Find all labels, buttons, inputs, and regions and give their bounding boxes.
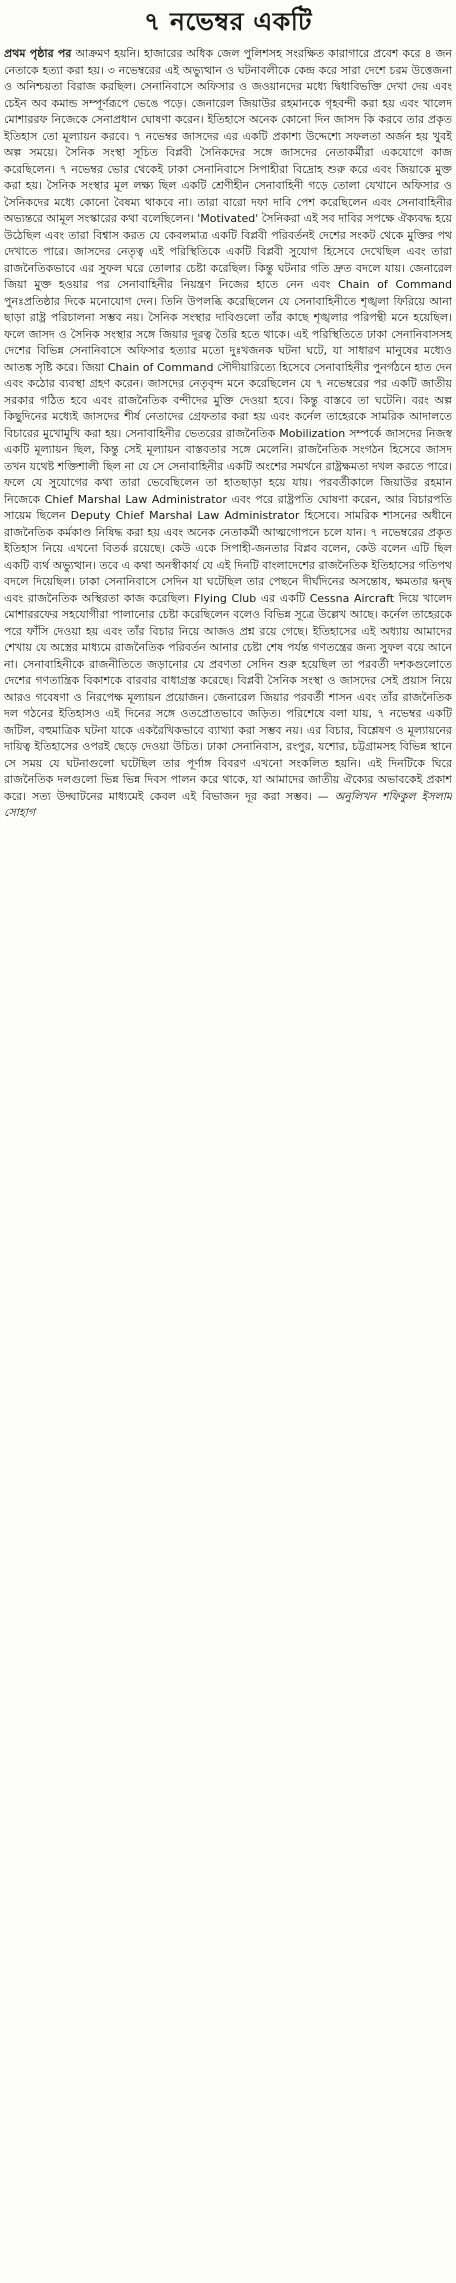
continuation-lead: প্রথম পৃষ্ঠার পর	[4, 47, 72, 60]
article-body	[4, 46, 452, 2278]
byline: — অনুলিখন শফিকুল ইসলাম সোহাগ	[4, 789, 452, 819]
article-text: আক্রমণ হয়নি। হাজারের অধিক জেল পুলিশসহ সংরক্ষিত কারাগারে প্রবেশ করে ৪ জন নেতাকে হত্যা করা হয়। ৩ নভেম্বরের এই অভ্যুত্থান ও ঘটনাবলীকে কেন্দ্র করে সারা দেশে চরম উত্তেজনা ও অনিশ্চয়তা বিরাজ করছিল। সেনানিবাসে অফিসার ও জওয়ানদের মধ্যে দ্বিধাবিভক্তি দেখা দেয় এবং চেইন অব কমান্ড সম্পূর্ণরূপে ভেঙে পড়ে। জেনারেল জিয়াউর রহমানকে গৃহবন্দী করা হয় এবং খালেদ মোশাররফ নিজেকে সেনাপ্রধান ঘোষণা করেন। ইতিহাসে অনেক কোনো দিন জাসদ কি করবে তার প্রকৃত ইতিহাস তো মূল্যায়ন করবে। ৭ নভেম্বর জাসদের এর একটি প্রকাশ্য উদ্দেশ্যে সফলতা অর্জন হয় খুবই অল্প সময়ে। সৈনিক সংস্থা সূচিত বিপ্লবী সৈনিকদের সঙ্গে জাসদের নেতাকর্মীরা একযোগে কাজ করেছিলেন। ৭ নভেম্বর ভোর থেকেই ঢাকা সেনানিবাসে সিপাহীরা বিদ্রোহ শুরু করে এবং জিয়াকে মুক্ত করা হয়। সৈনিক সংস্থার মূল লক্ষ্য ছিল একটি শ্রেণীহীন সেনাবাহিনী গড়ে তোলা যেখানে অফিসার ও সৈনিকদের মধ্যে কোনো বৈষম্য থাকবে না। তারা বারো দফা দাবি পেশ করেছিলেন এবং সেনাবাহিনীর অভ্যন্তরে আমূল সংস্কারের কথা বলেছিলেন। 'Motivated' সৈনিকরা এই সব দাবির সপক্ষে ঐক্যবদ্ধ হয়ে উঠেছিল এবং তারা বিশ্বাস করত যে কেবলমাত্র একটি বিপ্লবী পরিবর্তনই দেশের সংকট থেকে মুক্তির পথ দেখাতে পারে। জাসদের নেতৃত্ব এই পরিস্থিতিকে একটি বিপ্লবী সুযোগ হিসেবে দেখেছিল এবং তারা রাজনৈতিকভাবে এর সুফল ঘরে তোলার চেষ্টা করেছিল। কিন্তু ঘটনার গতি দ্রুত বদলে যায়। জেনারেল জিয়া মুক্ত হওয়ার পর সেনাবাহিনীর নিয়ন্ত্রণ নিজের হাতে নেন এবং Chain of Command পুনঃপ্রতিষ্ঠার দিকে মনোযোগ দেন। তিনি উপলব্ধি করেছিলেন যে সেনাবাহিনীতে শৃঙ্খলা ফিরিয়ে আনা ছাড়া রাষ্ট্র পরিচালনা সম্ভব নয়। সৈনিক সংস্থার দাবিগুলো তাঁর কাছে শৃঙ্খলার পরিপন্থী মনে হয়েছিল। ফলে জাসদ ও সৈনিক সংস্থার সঙ্গে জিয়ার দূরত্ব তৈরি হতে থাকে। এই পরিস্থিতিতে ঢাকা সেনানিবাসসহ দেশের বিভিন্ন সেনানিবাসে অফিসার হত্যার মতো দুঃখজনক ঘটনা ঘটে, যা সাধারণ মানুষের মধ্যেও আতঙ্ক সৃষ্টি করে। জিয়া Chain of Command সৌদীয়ারিত্যে হিসেবে সেনাবাহিনীর পুনর্গঠনে হাত দেন এবং কঠোর ব্যবস্থা গ্রহণ করেন। জাসদের নেতৃবৃন্দ মনে করেছিলেন যে ৭ নভেম্বরের পর একটি জাতীয় সরকার গঠিত হবে এবং রাজনৈতিক বন্দীদের মুক্তি দেওয়া হবে। কিন্তু বাস্তবে তা ঘটেনি। বরং অল্প কিছুদিনের মধ্যেই জাসদের শীর্ষ নেতাদের গ্রেফতার করা হয় এবং কর্নেল তাহেরকে সামরিক আদালতে বিচারের মুখোমুখি করা হয়। সেনাবাহিনীর ভেতরের রাজনৈতিক Mobilization সম্পর্কে জাসদের নিজস্ব একটি মূল্যায়ন ছিল, কিন্তু সেই মূল্যায়ন বাস্তবতার সঙ্গে মেলেনি। রাজনৈতিক সংগঠন হিসেবে জাসদ তখন যথেষ্ট শক্তিশালী ছিল না যে সে সেনাবাহিনীর একটি অংশের সমর্থনে রাষ্ট্রক্ষমতা দখল করতে পারে। ফলে যে সুযোগের কথা তারা ভেবেছিলেন তা হাতছাড়া হয়ে যায়। পরবর্তীকালে জিয়াউর রহমান নিজেকে Chief Marshal Law Administrator এবং পরে রাষ্ট্রপতি ঘোষণা করেন, আর বিচারপতি সায়েম ছিলেন Deputy Chief Marshal Law Administrator হিসেবে। সামরিক শাসনের অধীনে রাজনৈতিক কর্মকাণ্ড নিষিদ্ধ করা হয় এবং অনেক নেতাকর্মী আত্মগোপনে চলে যান। ৭ নভেম্বরের প্রকৃত ইতিহাস নিয়ে এখনো বিতর্ক রয়েছে। কেউ একে সিপাহী-জনতার বিপ্লব বলেন, কেউ বলেন এটি ছিল একটি ব্যর্থ অভ্যুত্থান। তবে এ কথা অনস্বীকার্য যে এই দিনটি বাংলাদেশের রাজনৈতিক ইতিহাসের গতিপথ বদলে দিয়েছিল। ঢাকা সেনানিবাসে সেদিন যা ঘটেছিল তার পেছনে দীর্ঘদিনের অসন্তোষ, ক্ষমতার দ্বন্দ্ব এবং রাজনৈতিক অস্থিরতা কাজ করেছিল। Flying Club এর একটি Cessna Aircraft দিয়ে খালেদ মোশাররফের সহযোগীরা পালানোর চেষ্টা করেছিলেন বলেও বিভিন্ন সূত্রে উল্লেখ আছে। কর্নেল তাহেরকে পরে ফাঁসি দেওয়া হয় এবং তাঁর বিচার নিয়ে আজও প্রশ্ন রয়ে গেছে। ইতিহাসের এই অধ্যায় আমাদের শেখায় যে অস্ত্রের মাধ্যমে রাজনৈতিক পরিবর্তন আনার চেষ্টা শেষ পর্যন্ত গণতন্ত্রের জন্য সুফল বয়ে আনে না। সেনাবাহিনীকে রাজনীতিতে জড়ানোর যে প্রবণতা সেদিন শুরু হয়েছিল তা পরবর্তী দশকগুলোতে দেশের গণতান্ত্রিক বিকাশকে বারবার বাধাগ্রস্ত করেছে। বিপ্লবী সৈনিক সংস্থা ও জাসদের সেই প্রয়াস নিয়ে আরও গবেষণা ও নিরপেক্ষ মূল্যায়ন প্রয়োজন। জেনারেল জিয়ার পরবর্তী শাসন এবং তাঁর রাজনৈতিক দল গঠনের ইতিহাসও এই দিনের সঙ্গে ওতপ্রোতভাবে জড়িত। পরিশেষে বলা যায়, ৭ নভেম্বর একটি জটিল, বহুমাত্রিক ঘটনা যাকে একরৈখিকভাবে ব্যাখ্যা করা সম্ভব নয়। এর বিচার, বিশ্লেষণ ও মূল্যায়নের দায়িত্ব ইতিহাসের ওপরই ছেড়ে দেওয়া উচিত। ঢাকা সেনানিবাস, রংপুর, যশোর, চট্টগ্রামসহ বিভিন্ন স্থানে সে সময় যে ঘটনাগুলো ঘটেছিল তার পূর্ণাঙ্গ বিবরণ এখনো সংকলিত হয়নি। এই দিনটিকে ঘিরে রাজনৈতিক দলগুলো ভিন্ন ভিন্ন দিবস পালন করে থাকে, যা আমাদের জাতীয় ঐক্যের অভাবকেই প্রকাশ করে। সত্য উদ্ঘাটনের মাধ্যমেই কেবল এই বিভাজন দূর করা সম্ভব।	[4, 47, 452, 803]
article-paragraph	[4, 46, 452, 822]
headline: ৭ নভেম্বর একটি	[143, 7, 313, 36]
